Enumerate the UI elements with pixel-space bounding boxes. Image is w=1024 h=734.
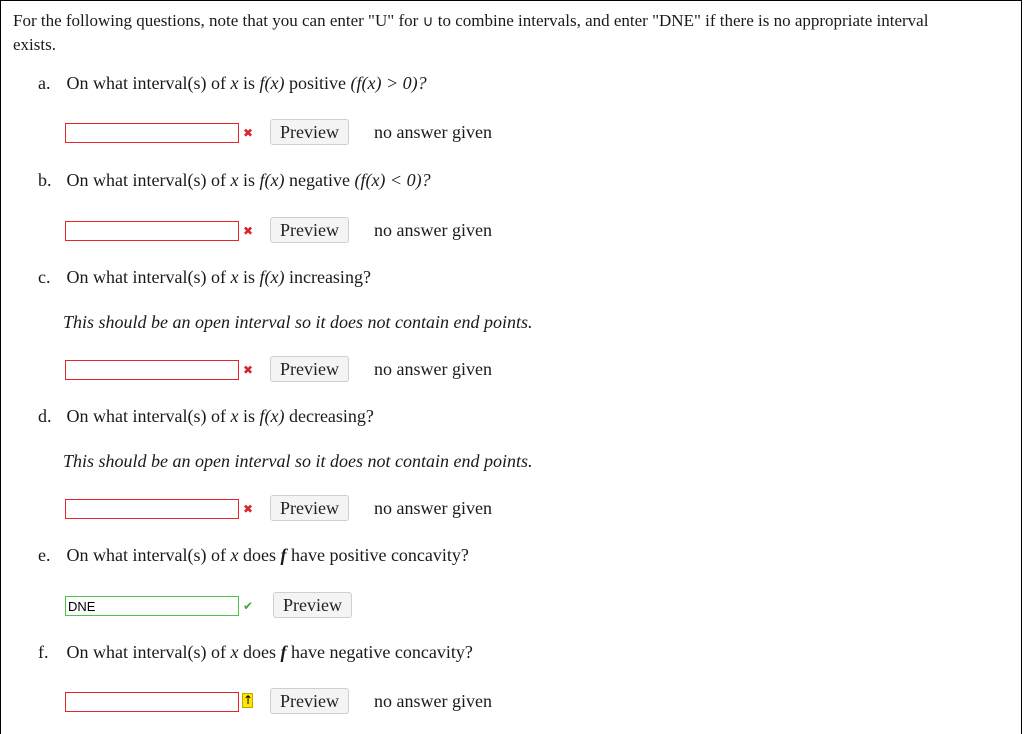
preview-button-e[interactable]: Preview — [273, 592, 352, 618]
answer-input-a[interactable] — [65, 123, 239, 143]
answer-input-c[interactable] — [65, 360, 239, 380]
word-of: of — [210, 267, 226, 287]
var-x: x — [230, 170, 239, 190]
check-icon: ✔ — [242, 599, 254, 613]
answer-input-e[interactable] — [65, 596, 239, 616]
func-fx: f(x) — [259, 170, 285, 190]
question-a — [38, 73, 427, 94]
question-letter: d. — [38, 406, 52, 426]
question-lead: On what interval(s) — [66, 545, 207, 565]
func-f: f — [280, 642, 287, 662]
preview-button-f[interactable]: Preview — [270, 688, 349, 714]
answer-input-f[interactable] — [65, 692, 239, 712]
intro-text — [13, 9, 973, 56]
word-of: of — [210, 642, 226, 662]
question-lead: On what interval(s) — [66, 642, 207, 662]
question-text: negative — [288, 170, 350, 190]
up-arrow-icon: ↑ — [243, 693, 254, 707]
question-letter: a. — [38, 73, 51, 93]
preview-button-b[interactable]: Preview — [270, 217, 349, 243]
question-d — [38, 406, 374, 427]
question-lead: On what interval(s) — [66, 170, 207, 190]
open-interval-note-d: This should be an open interval so it does not contain end points. — [63, 451, 533, 471]
question-b — [38, 170, 431, 191]
answer-input-b[interactable] — [65, 221, 239, 241]
word-is: is — [242, 73, 255, 93]
question-condition: (f(x) > 0)? — [350, 73, 427, 93]
preview-button-a[interactable]: Preview — [270, 119, 349, 145]
word-does: does — [242, 642, 276, 662]
answer-status-d: no answer given — [374, 498, 492, 518]
question-f — [38, 642, 473, 663]
error-x-icon: ✖ — [242, 502, 254, 516]
question-text: decreasing? — [288, 406, 374, 426]
question-condition: (f(x) < 0)? — [354, 170, 431, 190]
var-x: x — [230, 267, 239, 287]
var-x: x — [230, 642, 239, 662]
intro-part2: to combine intervals, and enter "DNE" if there is no appropriate interval exists. — [13, 11, 929, 54]
union-symbol: ∪ — [422, 12, 434, 30]
word-is: is — [242, 267, 255, 287]
word-of: of — [210, 545, 226, 565]
question-text: increasing? — [288, 267, 371, 287]
question-letter: e. — [38, 545, 51, 565]
answer-status-a: no answer given — [374, 122, 492, 142]
question-text: have positive concavity? — [290, 545, 469, 565]
preview-button-d[interactable]: Preview — [270, 495, 349, 521]
error-x-icon: ✖ — [242, 224, 254, 238]
word-of: of — [210, 73, 226, 93]
var-x: x — [230, 406, 239, 426]
question-text: have negative concavity? — [290, 642, 473, 662]
question-e — [38, 545, 469, 566]
func-fx: f(x) — [259, 267, 285, 287]
question-lead: On what interval(s) — [66, 406, 207, 426]
word-does: does — [242, 545, 276, 565]
question-letter: c. — [38, 267, 51, 287]
var-x: x — [230, 545, 239, 565]
error-x-icon: ✖ — [242, 126, 254, 140]
intro-part1: For the following questions, note that you can enter "U" for — [13, 11, 419, 30]
word-is: is — [242, 170, 255, 190]
answer-status-b: no answer given — [374, 220, 492, 240]
func-f: f — [280, 545, 287, 565]
word-is: is — [242, 406, 255, 426]
question-lead: On what interval(s) — [66, 73, 207, 93]
word-of: of — [210, 406, 226, 426]
var-x: x — [230, 73, 239, 93]
answer-input-d[interactable] — [65, 499, 239, 519]
question-letter: f. — [38, 642, 49, 662]
answer-status-c: no answer given — [374, 359, 492, 379]
preview-button-c[interactable]: Preview — [270, 356, 349, 382]
word-of: of — [210, 170, 226, 190]
func-fx: f(x) — [259, 406, 285, 426]
question-c — [38, 267, 371, 288]
question-letter: b. — [38, 170, 52, 190]
question-text: positive — [288, 73, 346, 93]
open-interval-note-c: This should be an open interval so it does not contain end points. — [63, 312, 533, 332]
answer-status-f: no answer given — [374, 691, 492, 711]
func-fx: f(x) — [259, 73, 285, 93]
question-lead: On what interval(s) — [66, 267, 207, 287]
error-x-icon: ✖ — [242, 363, 254, 377]
